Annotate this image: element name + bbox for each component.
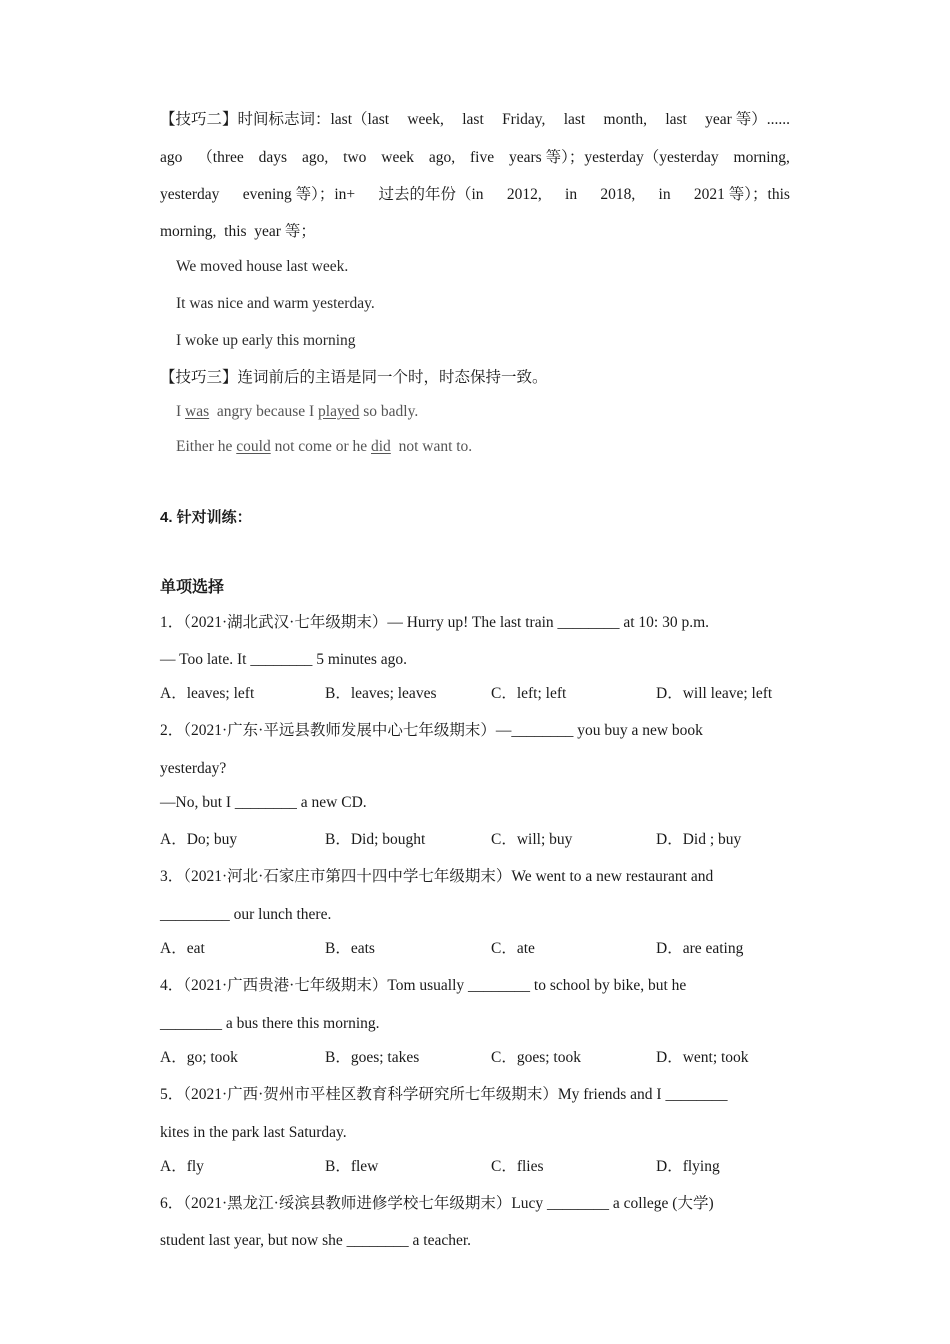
option-b[interactable]: B．goes; takes <box>325 1049 420 1066</box>
option-a[interactable]: A．go; took <box>160 1049 238 1066</box>
option-c[interactable]: C．ate <box>491 940 535 957</box>
tip2-example-2: It was nice and warm yesterday. <box>176 295 375 312</box>
tip2-example-3: I woke up early this morning <box>176 332 356 349</box>
question-5-stem: 5．（2021·广西·贺州市平桂区教育科学研究所七年级期末）My friends and I ________ <box>160 1086 728 1103</box>
option-a[interactable]: A．eat <box>160 940 205 957</box>
question-4-stem: 4．（2021·广西贵港·七年级期末）Tom usually ________ to school by bike, but he <box>160 977 687 994</box>
question-4-line-2: ________ a bus there this morning. <box>160 1015 380 1032</box>
tip3-title: 【技巧三】连词前后的主语是同一个时，时态保持一致。 <box>160 369 548 386</box>
tip2-line-2: ago （three days ago, two week ago, five years 等）；yesterday（yesterday morning, <box>160 149 790 166</box>
question-3-stem: 3．（2021·河北·石家庄市第四十四中学七年级期末）We went to a new restaurant and <box>160 868 714 885</box>
question-4-options <box>160 1048 800 1068</box>
option-b[interactable]: B．leaves; leaves <box>325 685 437 702</box>
tip3-example-1: I was angry because I played so badly. <box>176 403 419 420</box>
option-b[interactable]: B．flew <box>325 1158 379 1175</box>
question-3-options <box>160 939 800 959</box>
section-4-title: 4. 针对训练： <box>160 509 252 526</box>
option-a[interactable]: A．fly <box>160 1158 204 1175</box>
question-2-line-3: —No, but I ________ a new CD. <box>160 794 367 811</box>
option-d[interactable]: D．Did ; buy <box>656 831 742 848</box>
tip2-line-1: 【技巧二】时间标志词：last（last week, last Friday, last month, last year 等）...... <box>160 111 790 128</box>
question-1-line-2: — Too late. It ________ 5 minutes ago. <box>160 651 408 668</box>
option-c[interactable]: C．left; left <box>491 685 567 702</box>
question-2-stem: 2．（2021·广东·平远县教师发展中心七年级期末）—________ you buy a new book <box>160 722 703 739</box>
tip2-line-4: morning, this year 等； <box>160 223 316 240</box>
option-c[interactable]: C．goes; took <box>491 1049 581 1066</box>
question-6-line-2: student last year, but now she ________ a teacher. <box>160 1232 472 1249</box>
question-5-line-2: kites in the park last Saturday. <box>160 1124 347 1141</box>
question-2-line-2: yesterday? <box>160 760 227 777</box>
section-single-choice: 单项选择 <box>160 579 225 596</box>
option-d[interactable]: D．are eating <box>656 940 744 957</box>
option-a[interactable]: A．Do; buy <box>160 831 238 848</box>
tip2-example-1: We moved house last week. <box>176 258 349 275</box>
option-d[interactable]: D．will leave; left <box>656 685 773 702</box>
question-1-options <box>160 684 800 704</box>
option-c[interactable]: C．flies <box>491 1158 544 1175</box>
question-6-stem: 6．（2021·黑龙江·绥滨县教师进修学校七年级期末）Lucy ________ a college (大学) <box>160 1195 714 1212</box>
tip3-example-2: Either he could not come or he did not want to. <box>176 438 473 455</box>
option-a[interactable]: A．leaves; left <box>160 685 255 702</box>
option-b[interactable]: B．Did; bought <box>325 831 426 848</box>
option-d[interactable]: D．flying <box>656 1158 720 1175</box>
question-5-options <box>160 1157 800 1177</box>
option-c[interactable]: C．will; buy <box>491 831 573 848</box>
question-1-stem: 1．（2021·湖北武汉·七年级期末）— Hurry up! The last train ________ at 10: 30 p.m. <box>160 614 710 631</box>
option-d[interactable]: D．went; took <box>656 1049 749 1066</box>
question-2-options <box>160 830 800 850</box>
tip2-line-3: yesterday evening 等）；in+ 过去的年份（in 2012, in 2018, in 2021 等）；this <box>160 186 790 203</box>
question-3-line-2: _________ our lunch there. <box>160 906 332 923</box>
option-b[interactable]: B．eats <box>325 940 375 957</box>
